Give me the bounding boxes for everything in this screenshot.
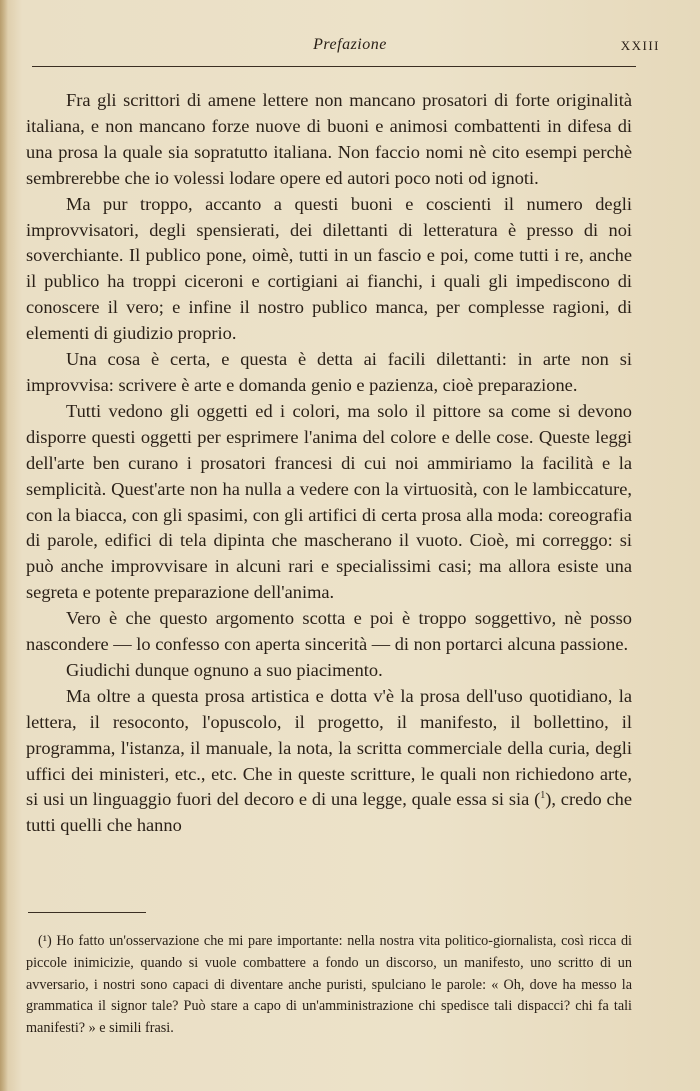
- paragraph: Una cosa è certa, e questa è detta ai facili dilettanti: in arte non si improvvisa: scrivere è arte e domanda genio e pazienza, cioè preparazione.: [26, 349, 632, 395]
- page-header: [40, 36, 660, 60]
- paragraph: Tutti vedono gli oggetti ed i colori, ma solo il pittore sa come si devono disporre questi oggetti per esprimere l'anima del colore e delle cose. Queste leggi dell'arte ben curano i prosatori francesi di cui noi ammiriamo la facilità e la semplicità. Quest'arte non ha nulla a vedere con la virtuosità, con le lambiccature, con la biacca, con gli spasimi, con gli artifici di certa prosa alla moda: coreografia di parole, edifici di tela dipinta che mascherano il vuoto. Cioè, mi correggo: si può anche improvvisare in alcuni rari e specialissimi casi; ma allora esiste una segreta e potente preparazione dell'anima.: [26, 400, 632, 603]
- paragraph-text-continued: ), credo che tutti quelli che hanno: [26, 789, 632, 836]
- footnote-reference[interactable]: 1: [540, 790, 546, 802]
- running-title: Prefazione: [313, 36, 387, 53]
- footnote: [26, 931, 632, 1040]
- header-rule: [32, 66, 636, 67]
- page-number: XXIII: [620, 38, 660, 53]
- footnote-text: Ho fatto un'osservazione che mi pare importante: nella nostra vita politico-giornalista, così ricca di piccole inimicizie, quando si vuole combattere a fondo un discorso, un manifesto, uno scritto di un avversario, i nostri sono capaci di diventare anche puristi, spulciano le parole: « Oh, dove ha messo la grammatica il signor tale? Può stare a capo di un'amministrazione chi spedisce tali dispacci? chi fa tali manifesti? » e simili frasi.: [26, 933, 632, 1037]
- paragraph-text: Ma oltre a questa prosa artistica e dotta v'è la prosa dell'uso quotidiano, la lettera, il resoconto, l'opuscolo, il progetto, il manifesto, il bollettino, il programma, l'istanza, il manuale, la nota, la scritta commerciale della curia, degli uffici dei ministeri, etc., etc. Che in queste scritture, le quali non richiedono arte, si usi un linguaggio fuori del decoro e di una legge, quale essa si sia (: [26, 685, 632, 810]
- body-text: [26, 88, 632, 839]
- paragraph: Giudichi dunque ognuno a suo piacimento.: [66, 659, 383, 680]
- paragraph: Vero è che questo argomento scotta e poi è troppo soggettivo, nè posso nascondere — lo confesso con aperta sincerità — di non portarci alcuna passione.: [26, 608, 632, 655]
- paragraph-with-note: [26, 684, 632, 839]
- paragraph: Fra gli scrittori di amene lettere non mancano prosatori di forte originalità italiana, e non mancano forze nuove di buoni e animosi combattenti in difesa di una prosa la quale sia sopratutto italiana. Non faccio nomi nè cito esempi perchè sembrerebbe che io volessi lodare opere ed autori poco noti od ignoti.: [26, 90, 632, 188]
- paragraph: Ma pur troppo, accanto a questi buoni e coscienti il numero degli improvvisatori, degli spensierati, dei dilettanti di letteratura è presso di noi soverchiante. Il publico pone, oimè, tutti in un fascio e poi, come tutti i re, anche il publico ha troppi ciceroni e cortigiani ai fianchi, i quali gli impediscono di conoscere il vero; e infine il nostro publico manca, per complesse ragioni, di elementi di giudizio proprio.: [26, 193, 632, 344]
- footnote-rule: [28, 912, 146, 913]
- footnote-marker: (¹): [38, 933, 52, 949]
- page-spine-shadow: [0, 0, 8, 1091]
